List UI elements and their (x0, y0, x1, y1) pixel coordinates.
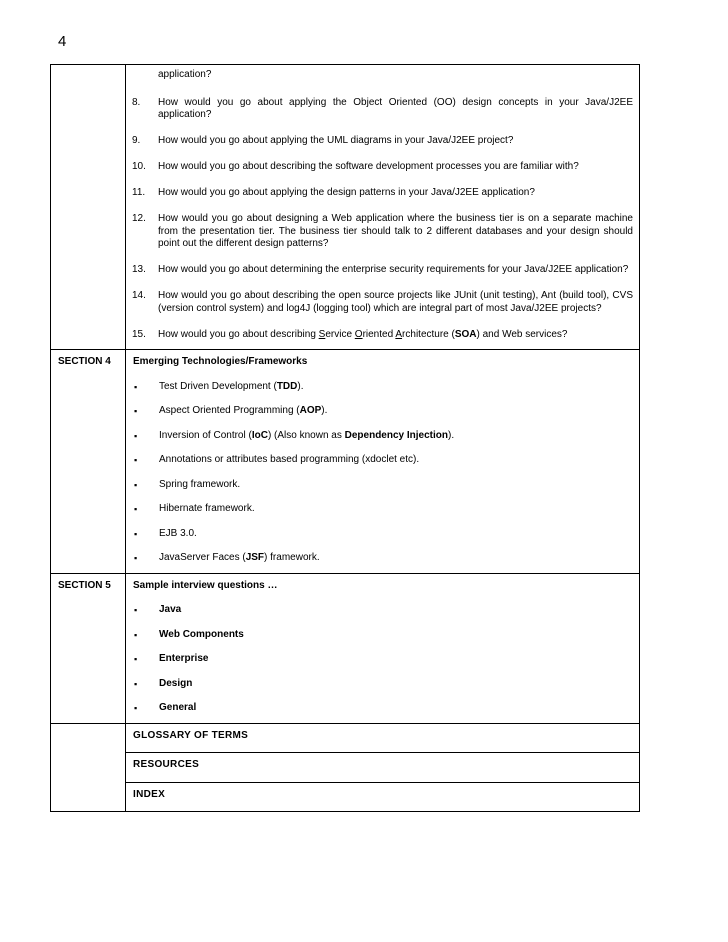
question-list (126, 95, 639, 350)
question-number: 12. (132, 213, 146, 224)
question-text: How would you go about applying the design patterns in your Java/J2EE application? (158, 187, 535, 198)
question-text: How would you go about describing the open source projects like JUnit (unit testing), Ant (build tool), CVS (version control system) and log4J (logging tool) which are integral part of most Java/J2EE projects? (158, 290, 633, 314)
page-number: 4 (58, 33, 67, 50)
question-number: 13. (132, 264, 146, 275)
bullet-icon: ▪ (134, 605, 138, 615)
question-item (126, 135, 633, 148)
index-entry: INDEX (126, 782, 640, 812)
question-text: How would you go about applying the Object Oriented (OO) design concepts in your Java/J2EE application? (158, 96, 633, 120)
q15-prefix: How would you go about describing (158, 328, 319, 340)
list-item: ▪ EJB 3.0. (126, 528, 639, 541)
section4-content-cell (126, 350, 640, 574)
q15-o: O (354, 328, 363, 340)
section5-list (126, 592, 639, 723)
back-matter-label-cell (51, 723, 126, 812)
question-item (126, 213, 633, 251)
section4-list (126, 369, 639, 573)
continuation-text: application? (158, 69, 212, 80)
section4-label: SECTION 4 (51, 350, 126, 574)
bullet-icon: ▪ (134, 629, 138, 640)
index-row (51, 782, 640, 812)
list-item: ▪ Annotations or attributes based programming (xdoclet etc). (126, 454, 639, 467)
list-item: ▪ Test Driven Development (TDD). (126, 381, 639, 394)
question-text: How would you go about applying the UML diagrams in your Java/J2EE project? (158, 135, 514, 146)
question-text: How would you go about describing the software development processes you are familiar with? (158, 161, 579, 172)
list-item: ▪ Enterprise (126, 653, 639, 666)
bullet-icon: ▪ (134, 654, 138, 664)
q15-suffix: ) and Web services? (476, 328, 568, 340)
bullet-icon: ▪ (134, 553, 138, 563)
resources-row (51, 753, 640, 783)
list-item: ▪ Inversion of Control (IoC) (Also known as Dependency Injection). (126, 430, 639, 443)
question-number: 8. (132, 96, 141, 108)
section5-title: Sample interview questions … (133, 579, 278, 591)
question-number: 9. (132, 135, 141, 146)
bullet-icon: ▪ (134, 504, 138, 514)
question-item (126, 187, 633, 200)
section5-label: SECTION 5 (51, 573, 126, 723)
list-item: ▪ General (126, 702, 639, 715)
bullet-icon: ▪ (134, 678, 138, 689)
list-item: ▪ Web Components (126, 629, 639, 642)
q15-ervice: ervice (325, 328, 355, 340)
q15-soa: SOA (454, 328, 477, 340)
section3-row (51, 65, 640, 350)
question-item (126, 161, 633, 174)
list-item: ▪ Hibernate framework. (126, 503, 639, 516)
question-item (126, 97, 633, 122)
section4-row (51, 350, 640, 574)
list-item: ▪ JavaServer Faces (JSF) framework. (126, 552, 639, 565)
section3-content-cell (126, 65, 640, 350)
glossary-row (51, 723, 640, 753)
bullet-icon: ▪ (134, 381, 138, 392)
q15-a: A (395, 328, 403, 340)
bullet-icon: ▪ (134, 455, 138, 465)
question-number: 15. (132, 328, 146, 340)
list-item: ▪ Spring framework. (126, 479, 639, 492)
question-text: How would you go about determining the enterprise security requirements for your Java/J2EE application? (158, 264, 629, 275)
question-text (158, 329, 633, 342)
section5-content-cell (126, 573, 640, 723)
section4-title: Emerging Technologies/Frameworks (133, 356, 308, 367)
table-of-contents (50, 64, 640, 812)
bullet-icon: ▪ (134, 479, 138, 490)
resources-entry: RESOURCES (126, 753, 640, 783)
list-item: ▪ Java (126, 604, 639, 617)
bullet-icon: ▪ (134, 703, 138, 713)
question-text: How would you go about designing a Web application where the business tier is on a separate machine from the presentation tier. The business tier should talk to 2 different databases and your design should point out the different design patterns? (158, 213, 633, 249)
question-number: 11. (132, 187, 146, 198)
glossary-entry: GLOSSARY OF TERMS (126, 723, 640, 753)
q15-s: S (318, 328, 326, 340)
question-number: 10. (132, 161, 146, 172)
question-item (126, 290, 633, 315)
list-item: ▪ Design (126, 678, 639, 691)
question-number: 14. (132, 290, 146, 301)
bullet-icon: ▪ (134, 406, 138, 416)
question-item (126, 264, 633, 277)
question-item-15 (126, 329, 633, 342)
bullet-icon: ▪ (134, 430, 138, 441)
bullet-icon: ▪ (134, 528, 138, 539)
q15-riented: riented (362, 328, 396, 340)
list-item: ▪ Aspect Oriented Programming (AOP). (126, 405, 639, 418)
section3-label-cell (51, 65, 126, 350)
section5-row (51, 573, 640, 723)
q15-rchitecture: rchitecture ( (402, 328, 455, 340)
